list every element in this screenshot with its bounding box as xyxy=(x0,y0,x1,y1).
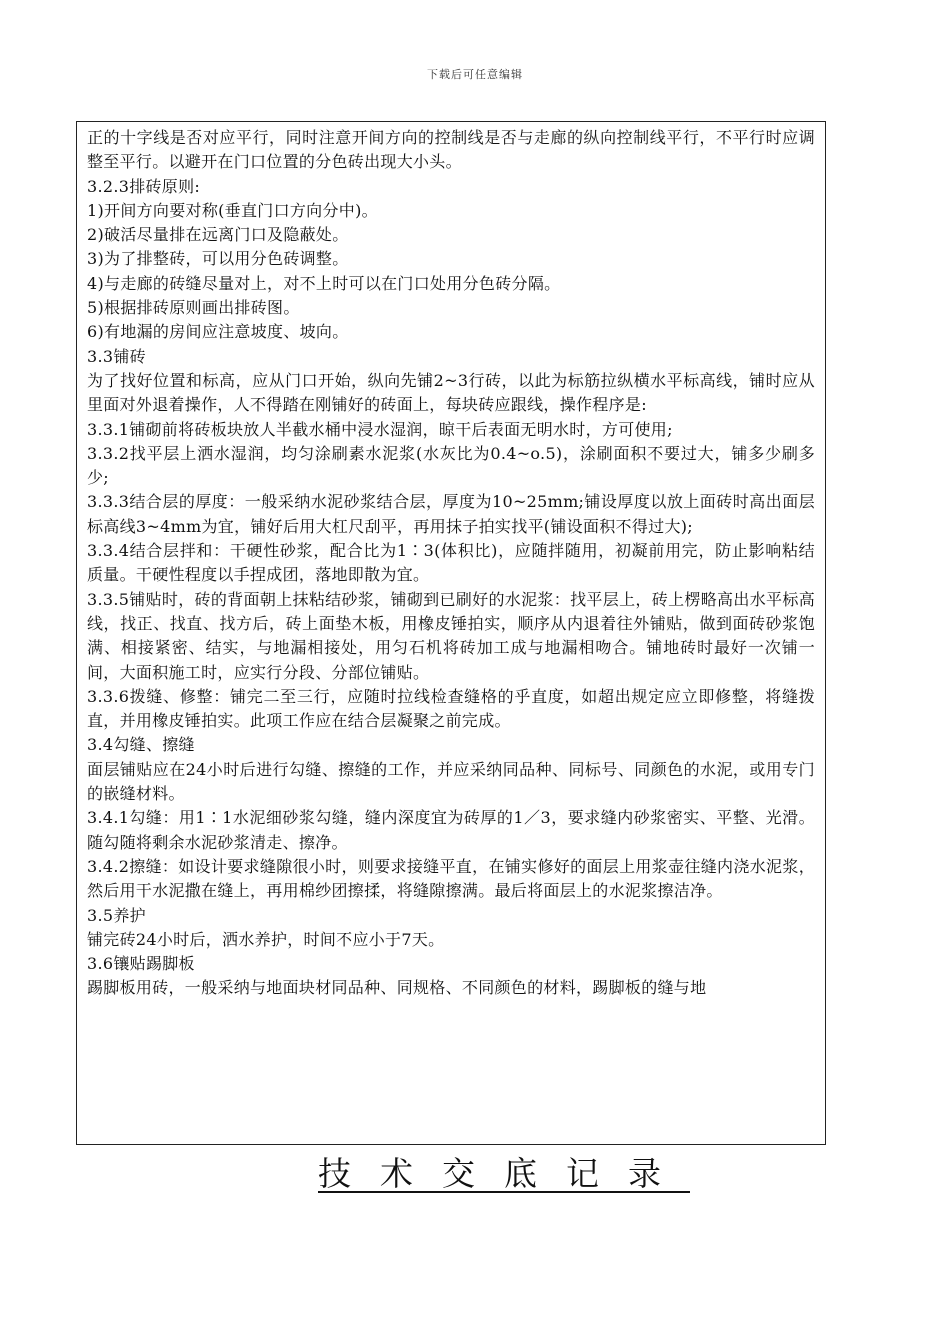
list-item: 1)开间方向要对称(垂直门口方向分中)。 xyxy=(87,200,378,220)
paragraph: 3.3.5铺贴时，砖的背面朝上抹粘结砂浆，铺砌到已刷好的水泥浆：找平层上，砖上楞略高出水平标高线，找正、找直、找方后，砖上面垫木板，用橡皮锤拍实，顺序从内退着往外铺贴，做到面砖砂浆饱满、相接紧密、结实，与地漏相接处，用匀石机将砖加工成与地漏相吻合。铺地砖时最好一次铺一间，大面积施工时，应实行分段、分部位铺贴。 xyxy=(87,589,815,682)
list-item: 5)根据排砖原则画出排砖图。 xyxy=(87,298,300,318)
page-header-note: 下载后可任意编辑 xyxy=(427,68,523,81)
document-title: 技术交底记录 xyxy=(318,1154,690,1193)
paragraph: 3.4.2擦缝：如设计要求缝隙很小时，则要求接缝平直，在铺实修好的面层上用浆壶往缝内浇水泥浆，然后用干水泥撒在缝上，再用棉纱团擦揉，将缝隙擦满。最后将面层上的水泥浆擦洁净。 xyxy=(87,856,815,901)
section-heading: 3.3铺砖 xyxy=(87,346,146,366)
section-heading: 3.2.3排砖原则: xyxy=(87,176,201,196)
list-item: 2)破活尽量排在远离门口及隐蔽处。 xyxy=(87,225,349,245)
paragraph: 踢脚板用砖，一般采纳与地面块材同品种、同规格、不同颜色的材料，踢脚板的缝与地 xyxy=(87,978,707,998)
paragraph: 3.3.2找平层上洒水湿润，均匀涂刷素水泥浆(水灰比为0.4~o.5)，涂刷面积不要过大，铺多少刷多少; xyxy=(87,443,815,488)
paragraph: 3.3.3结合层的厚度：一般采纳水泥砂浆结合层，厚度为10~25mm;铺设厚度以放上面砖时高出面层标高线3~4mm为宜，铺好后用大杠尺刮平，再用抹子拍实找平(铺设面积不得过大); xyxy=(87,492,815,536)
section-heading: 3.5养护 xyxy=(87,905,146,925)
paragraph: 铺完砖24小时后，洒水养护，时间不应小于7天。 xyxy=(87,929,445,949)
list-item: 3)为了排整砖，可以用分色砖调整。 xyxy=(87,249,349,269)
paragraph: 3.3.1铺砌前将砖板块放人半截水桶中浸水湿润，晾干后表面无明水时，方可使用; xyxy=(87,419,673,439)
section-heading: 3.4勾缝、擦缝 xyxy=(87,735,195,755)
paragraph: 3.3.4结合层拌和：干硬性砂浆，配合比为1∶3(体积比)，应随拌随用，初凝前用完，防止影响粘结质量。干硬性程度以手捏成团，落地即散为宜。 xyxy=(87,541,815,585)
list-item: 4)与走廊的砖缝尽量对上，对不上时可以在门口处用分色砖分隔。 xyxy=(87,273,561,293)
list-item: 6)有地漏的房间应注意坡度、坡向。 xyxy=(87,322,349,342)
section-heading: 3.6镶贴踢脚板 xyxy=(87,954,195,974)
document-content-box xyxy=(76,121,826,1145)
paragraph: 正的十字线是否对应平行，同时注意开间方向的控制线是否与走廊的纵向控制线平行，不平行时应调整至平行。以避开在门口位置的分色砖出现大小头。 xyxy=(87,128,815,172)
paragraph: 面层铺贴应在24小时后进行勾缝、擦缝的工作，并应采纳同品种、同标号、同颜色的水泥，或用专门的嵌缝材料。 xyxy=(87,759,815,804)
paragraph: 3.4.1勾缝：用1∶1水泥细砂浆勾缝，缝内深度宜为砖厚的1／3，要求缝内砂浆密实、平整、光滑。随勾随将剩余水泥砂浆清走、擦净。 xyxy=(87,808,815,852)
paragraph: 3.3.6拨缝、修整：铺完二至三行，应随时拉线检查缝格的乎直度，如超出规定应立即修整，将缝拨直，并用橡皮锤拍实。此项工作应在结合层凝聚之前完成。 xyxy=(87,686,815,731)
paragraph: 为了找好位置和标高，应从门口开始，纵向先铺2~3行砖，以此为标筋拉纵横水平标高线，铺时应从里面对外退着操作，人不得踏在刚铺好的砖面上，每块砖应跟线，操作程序是: xyxy=(87,370,815,415)
